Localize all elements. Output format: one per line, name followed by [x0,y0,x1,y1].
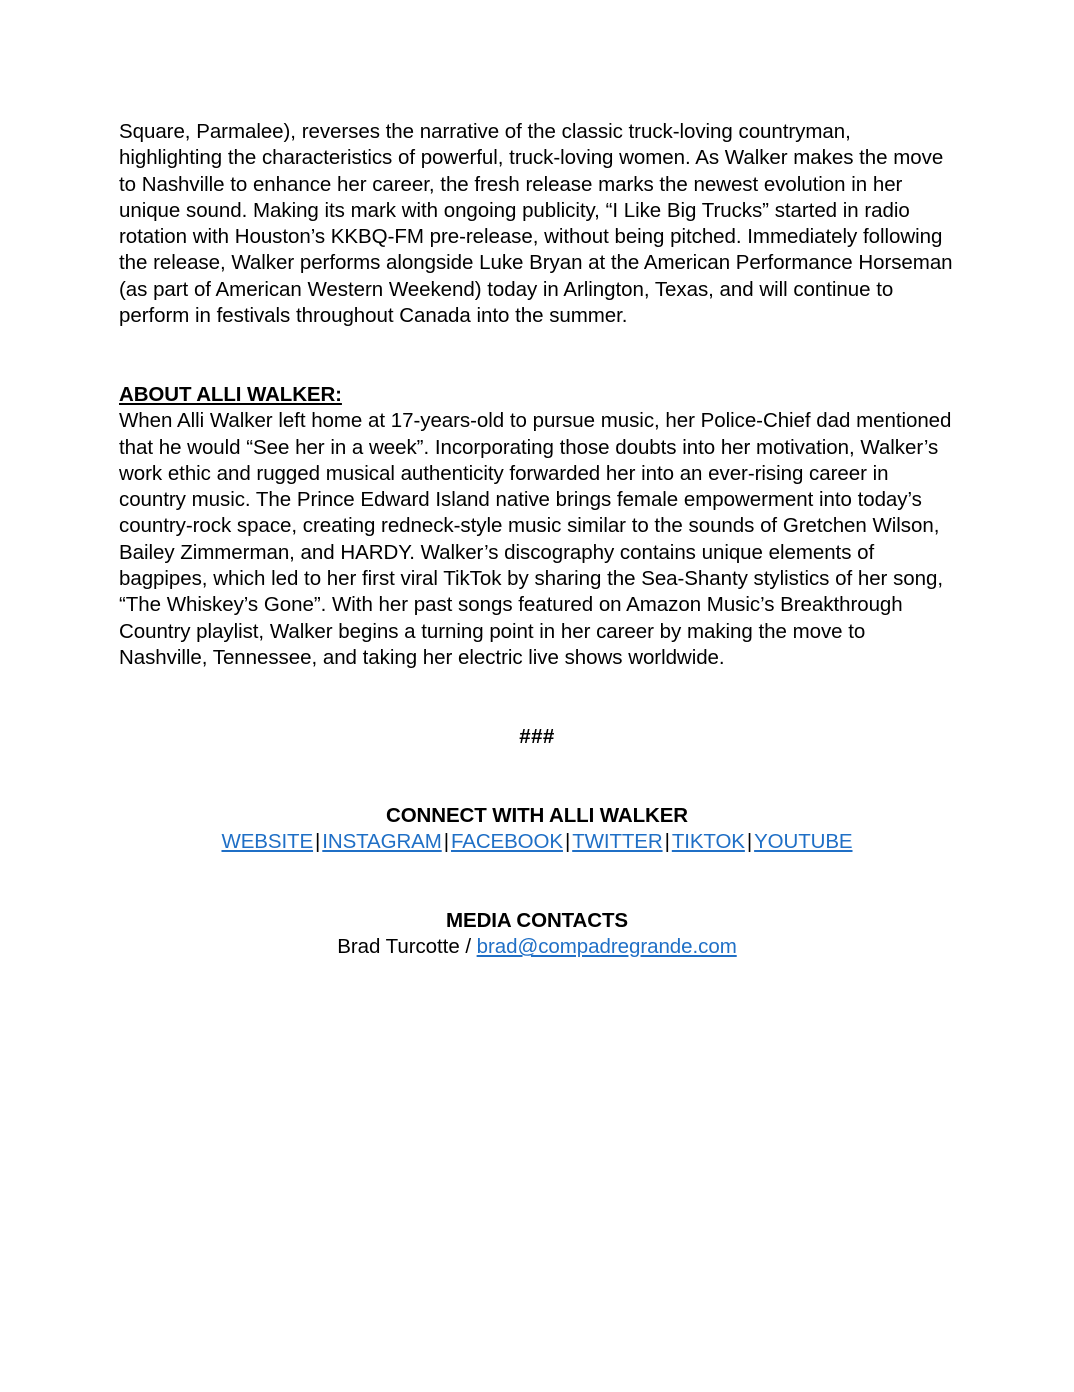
link-tiktok[interactable]: TIKTOK [671,830,745,854]
media-contact-line [119,934,955,960]
document-body [119,119,955,961]
media-contacts-title: MEDIA CONTACTS [446,908,628,932]
link-youtube[interactable]: YOUTUBE [754,830,853,854]
paragraph-intro-continued: Square, Parmalee), reverses the narrative of the classic truck-loving countryman, highlighting the characteristics of powerful, truck-loving women. As Walker makes the move to Nashville to enhance her career, the fresh release marks the newest evolution in her unique sound. Making its mark with ongoing publicity, “I Like Big Trucks” started in radio rotation with Houston’s KKBQ-FM pre-release, without being pitched. Immediately following the release, Walker performs alongside Luke Bryan at the American Performance Horseman (as part of American Western Weekend) today in Arlington, Texas, and will continue to perform in festivals throughout Canada into the summer. [119,120,953,328]
social-links-row [119,829,955,855]
link-instagram[interactable]: INSTAGRAM [322,830,442,854]
footer-spacer [119,671,955,724]
link-separator: | [315,830,321,854]
link-separator: | [664,830,670,854]
link-twitter[interactable]: TWITTER [572,830,663,854]
paragraph-about-body: When Alli Walker left home at 17-years-old to pursue music, her Police-Chief dad mentioned that he would “See her in a week”. Incorporating those doubts into her motivation, Walker’s work ethic and rugged musical authenticity forwarded her into an ever-rising career in country music. The Prince Edward Island native brings female empowerment into today’s country-rock space, creating redneck-style music similar to the sounds of Gretchen Wilson, Bailey Zimmerman, and HARDY. Walker’s discography contains unique elements of bagpipes, which led to her first viral TikTok by sharing the Sea-Shanty stylistics of her song, “The Whiskey’s Gone”. With her past songs featured on Amazon Music’s Breakthrough Country playlist, Walker begins a turning point in her career by making the move to Nashville, Tennessee, and taking her electric live shows worldwide. [119,409,952,669]
media-contact-name: Brad Turcotte / [337,935,477,959]
link-website[interactable]: WEBSITE [221,830,314,854]
footer-block [119,724,955,961]
link-facebook[interactable]: FACEBOOK [450,830,563,854]
media-contacts-spacer-2 [119,882,955,908]
connect-with-alli-walker-title: CONNECT WITH ALLI WALKER [385,803,689,827]
media-contact-email-link[interactable]: brad@compadregrande.com [476,935,737,959]
end-marker-spacer [119,750,955,803]
link-separator: | [443,830,449,854]
link-separator: | [746,830,753,854]
about-alli-walker-heading: ABOUT ALLI WALKER: [119,382,342,406]
end-marker: ### [519,724,555,748]
paragraph-spacer [119,329,955,382]
link-separator: | [564,830,571,854]
media-contacts-spacer [119,855,955,881]
